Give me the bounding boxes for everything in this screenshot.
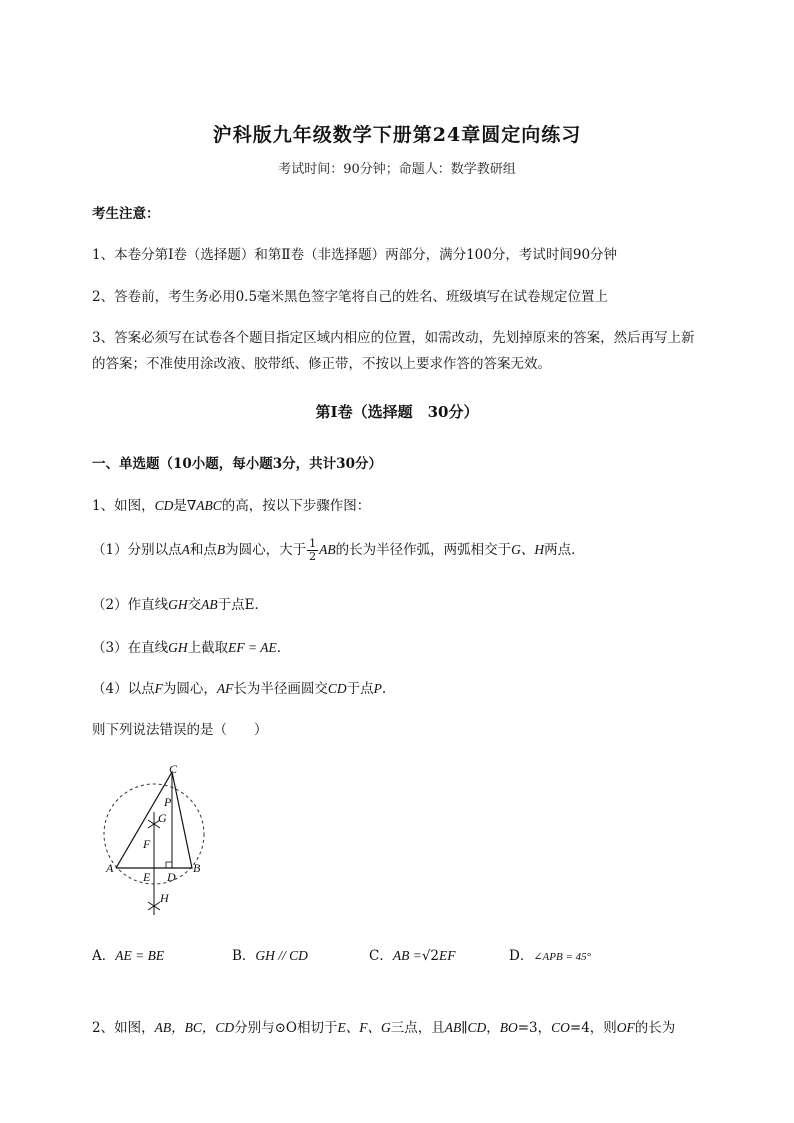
step-text: （1）分别以点: [92, 542, 182, 558]
label-a: A: [106, 861, 114, 875]
fraction-half: [307, 538, 318, 563]
label-c: C: [169, 762, 178, 776]
option-b-label: B．: [232, 948, 256, 964]
notice-item-3: 3、答案必须写在试卷各个题目指定区域内相应的位置，如需改动，先划掉原来的答案，然后再写上新: [92, 330, 695, 346]
step-text: ．: [276, 640, 291, 656]
step-text: 上截取: [187, 640, 229, 656]
q2-text: =3，: [517, 1020, 552, 1036]
notice-item-2: 2、答卷前，考生务必用0.5毫米黑色签字笔将自己的姓名、班级填写在试卷规定位置上: [92, 289, 609, 305]
q1-step-4: [92, 677, 386, 697]
segment-af: AF: [216, 681, 234, 696]
point-a: A: [181, 542, 190, 557]
q2-bo: BO: [499, 1020, 518, 1035]
notice-heading: 考生注意：: [92, 206, 160, 222]
step-text: .: [381, 681, 387, 697]
q1-stem-text: 是: [173, 498, 187, 514]
q2-text: =4，则: [569, 1020, 617, 1036]
line-gh: GH: [168, 640, 188, 655]
option-c[interactable]: [369, 944, 456, 964]
step-text: （4）以点: [92, 681, 155, 697]
step-text: 为圆心，大于: [225, 542, 307, 558]
step-text: 于点: [346, 681, 374, 697]
label-p: P: [164, 795, 172, 809]
point-p: P: [373, 681, 382, 696]
label-d: D: [167, 870, 176, 884]
q2-text: 分别与⊙O相切于: [234, 1020, 338, 1036]
q1-stem-text: 的高，按以下步骤作图：: [221, 498, 371, 514]
q2-text: 的长为: [634, 1020, 676, 1036]
point-f: F: [154, 681, 163, 696]
q2-parallel: AB∥CD: [444, 1020, 487, 1035]
q2-points: E、F、G: [337, 1020, 391, 1035]
q1-stem: [92, 494, 370, 514]
equation-ef-ae: EF = AE: [228, 640, 277, 655]
fraction-denominator: 2: [309, 550, 317, 563]
q2-co: CO: [551, 1020, 570, 1035]
point-b: B: [216, 542, 226, 557]
right-angle-mark: [166, 862, 172, 868]
option-b[interactable]: [232, 944, 308, 964]
page-subtitle: 考试时间：90分钟；命题人：数学教研组: [278, 162, 516, 177]
step-text: 长为半径画圆交: [233, 681, 328, 697]
q1-question: 则下列说法错误的是（ ）: [92, 722, 268, 738]
q1-geometry-figure: [100, 760, 220, 920]
option-d-label: D．: [509, 948, 534, 964]
label-g: G: [158, 811, 167, 825]
step-text: 交: [187, 597, 202, 613]
step-text: 为圆心，: [162, 681, 217, 697]
segment-ab: AB: [201, 597, 218, 612]
section-title: 第I卷（选择题 30分）: [315, 403, 479, 421]
sqrt-two: √2: [421, 948, 440, 964]
option-d[interactable]: [509, 944, 591, 964]
option-c-text: EF: [439, 948, 456, 963]
option-c-label: C．: [369, 948, 393, 964]
step-text: 和点: [189, 542, 217, 558]
label-h: H: [160, 891, 169, 905]
q1-stem-text: 1、如图，: [92, 498, 155, 514]
option-d-text: ∠APB = 45°: [533, 951, 592, 963]
q1-step-1: [92, 538, 585, 563]
q1-cd: CD: [154, 498, 174, 513]
step-text: 的长为半径作弧，两弧相交于: [335, 542, 512, 558]
q2-text: 三点，且: [390, 1020, 445, 1036]
step-text: （3）在直线: [92, 640, 169, 656]
segment-ab: AB: [319, 542, 336, 557]
label-e: E: [143, 870, 151, 884]
q2-segments: AB，BC，CD: [154, 1020, 235, 1035]
q1-step-3: [92, 636, 290, 656]
notice-item-3-cont: 的答案；不准使用涂改液、胶带纸、修正带，不按以上要求作答的答案无效。: [92, 356, 551, 372]
q1-triangle: ∇ABC: [186, 498, 222, 513]
label-b: B: [193, 861, 201, 875]
points-gh: G、H: [511, 542, 545, 557]
page-title: 沪科版九年级数学下册第24章圆定向练习: [212, 124, 582, 146]
step-text: 两点．: [544, 542, 585, 558]
option-a-label: A．: [92, 948, 116, 964]
option-c-text: AB =: [392, 948, 422, 963]
segment-cd: CD: [327, 681, 347, 696]
option-a-text: AE = BE: [115, 948, 165, 963]
notice-item-1: 1、本卷分第I卷（选择题）和第Ⅱ卷（非选择题）两部分，满分100分，考试时间90分钟: [92, 247, 618, 263]
label-f: F: [143, 837, 151, 851]
step-text: 于点E．: [217, 597, 268, 613]
q2-text: 2、如图，: [92, 1020, 155, 1036]
option-a[interactable]: [92, 944, 164, 964]
part-heading: 一、单选题（10小题，每小题3分，共计30分）: [92, 456, 382, 472]
step-text: （2）作直线: [92, 597, 169, 613]
line-gh: GH: [168, 597, 188, 612]
q1-step-2: [92, 593, 268, 613]
option-b-text: GH // CD: [255, 948, 308, 963]
q2-stem: [92, 1016, 675, 1036]
fraction-numerator: 1: [309, 537, 317, 550]
q2-of: OF: [616, 1020, 635, 1035]
q2-text: ，: [486, 1020, 500, 1036]
